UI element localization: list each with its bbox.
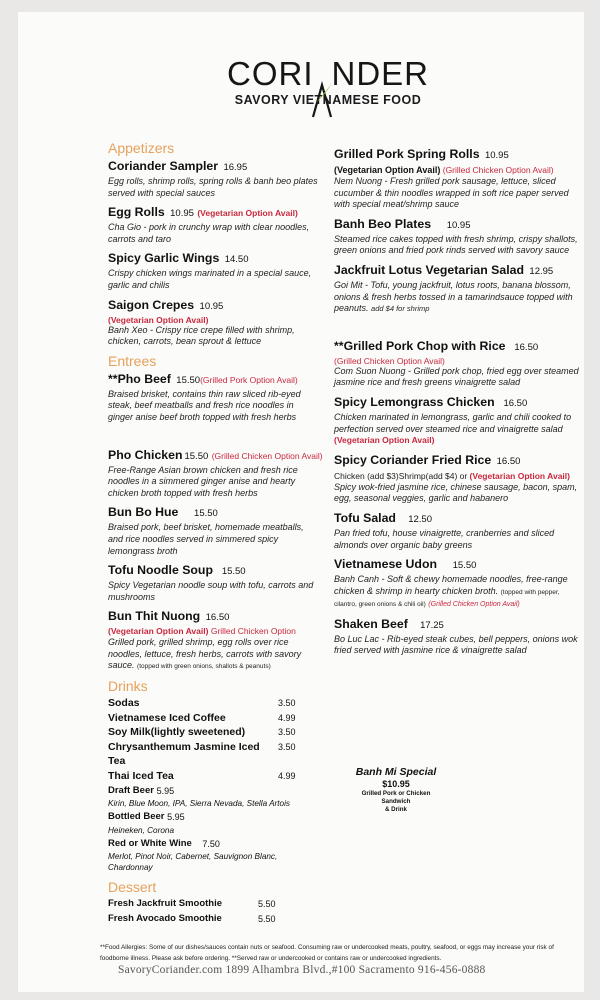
appetizers-title: Appetizers (108, 140, 175, 156)
drink-name: Soy Milk(lightly sweetened) (108, 726, 246, 739)
item-desc: Crispy chicken wings marinated in a special sauce, garlic and chilis (108, 268, 312, 290)
item-desc: Braised pork, beef brisket, homemade meatballs, and rice noodles served in simmered spicy lemongrass broth (108, 522, 304, 556)
menu-item (108, 250, 320, 291)
option-note: (Vegetarian Option Avail) (469, 470, 570, 481)
logo-right: NDER (331, 55, 429, 92)
item-name: **Grilled Pork Chop with Rice (334, 338, 506, 353)
drink-row (108, 784, 320, 799)
option-note: (Grilled Chicken Option Avail) (211, 450, 323, 461)
item-desc: Banh Canh - Soft & chewy homemade noodles, free-range chicken & shrimp in hearty chicken broth. (334, 574, 568, 596)
menu-sheet (18, 12, 584, 992)
item-name: Bun Bo Hue (108, 505, 179, 520)
drink-name: Chrysanthemum Jasmine Iced Tea (108, 740, 260, 768)
drink-name: Bottled Beer (108, 811, 165, 823)
drink-name: Vietnamese Iced Coffee (108, 711, 226, 724)
item-desc: Braised brisket, contains thin raw sliced rib-eyed steak, beef meatballs and fresh rice noodles in ginger anise beef broth topped with fresh herbs (108, 388, 301, 422)
left-column (108, 136, 323, 927)
drink-row (108, 696, 320, 711)
option-note: (Vegetarian Option Avail) (334, 435, 435, 446)
item-price: 10.95 (446, 219, 471, 231)
item-price: 15.50 (184, 450, 209, 462)
menu-item (108, 447, 323, 500)
menu-item (108, 297, 320, 348)
menu-item (108, 158, 320, 199)
item-price: 16.50 (205, 612, 230, 624)
item-price: 14.50 (224, 254, 249, 266)
option-note-2: (Grilled Chicken Option Avail) (442, 165, 554, 175)
option-note: (Grilled Chicken Option Avail) (428, 601, 520, 609)
banh-mi-sub1: Grilled Pork or Chicken Sandwich (361, 790, 431, 805)
logo-left: CORI (226, 55, 314, 92)
menu-item (108, 504, 320, 557)
item-desc: Egg rolls, shrimp rolls, spring rolls & banh beo plates served with special sauces (108, 176, 318, 198)
entrees-title: Entrees (108, 352, 157, 369)
drink-name: Draft Beer (108, 784, 154, 796)
allergy-note: **Food Allergies: Some of our dishes/sauces contain nuts or seafood. Consuming raw or undercooked meats, poultry, seafood, or eggs may increase your risk of foodborne illness. Please ask before ordering. **Served raw or undercooked or contains raw or undercooked ingredients. (100, 944, 554, 962)
item-price: 17.25 (420, 619, 444, 631)
dessert-row (108, 897, 320, 912)
item-name: Shaken Beef (334, 616, 408, 631)
menu-item (334, 452, 579, 505)
item-price: 15.50 (176, 374, 201, 386)
item-desc: Chicken marinated in lemongrass, garlic and chili cooked to perfection served over steamed rice and vinaigrette salad (334, 411, 572, 434)
item-price: 10.95 (484, 150, 509, 161)
item-name: Spicy Lemongrass Chicken (334, 394, 495, 409)
option-note: (Grilled Chicken Option Avail) (334, 355, 445, 366)
item-name: Banh Beo Plates (334, 216, 432, 231)
item-name: Jackfruit Lotus Vegetarian Salad (334, 262, 524, 277)
drink-price: 4.99 (278, 712, 296, 723)
drink-row (108, 810, 320, 825)
item-name: Bun Thit Nuong (108, 609, 201, 624)
contact-line: SavoryCoriander.com 1899 Alhambra Blvd.,#100 Sacramento 916-456-0888 (118, 964, 486, 976)
banh-mi-special (348, 766, 444, 814)
menu-item (334, 616, 579, 657)
drink-row (108, 725, 320, 740)
banh-mi-price: $10.95 (382, 779, 410, 789)
item-desc: Com Suon Nuong - Grilled pork chop, fried egg over steamed jasmine rice and fresh greens vinaigrette salad (334, 365, 579, 388)
option-note: (Vegetarian Option Avail) (334, 165, 441, 175)
banh-mi-sub2: & Drink (384, 806, 407, 813)
item-extra: add $4 for shrimp (371, 304, 430, 314)
item-sub: Chicken (add $3)Shrimp(add $4) or (334, 470, 468, 481)
menu-item (108, 204, 320, 245)
logo (193, 57, 463, 107)
drink-desc: Kirin, Blue Moon, IPA, Sierra Nevada, Stella Artois (108, 799, 291, 809)
option-note: (Vegetarian Option Avail) (108, 314, 209, 325)
item-price: 10.95 (199, 300, 224, 312)
drink-row (108, 769, 320, 784)
dessert-name: Fresh Jackfruit Smoothie (108, 898, 223, 910)
item-name: Vietnamese Udon (334, 557, 437, 572)
dessert-price: 5.50 (258, 899, 276, 910)
drink-row (108, 740, 320, 769)
item-note: (topped with pepper, cilantro, green onions & chili oil) (334, 588, 560, 609)
option-note-2: Grilled Chicken Option (210, 626, 296, 637)
item-name: Coriander Sampler (108, 159, 219, 173)
item-note: (topped with green onions, shallots & peanuts) (137, 663, 271, 671)
drink-price: 7.50 (202, 838, 220, 849)
item-desc: Free-Range Asian brown chicken and fresh rice noodles in a simmered ginger anise and hearty chicken broth topped with fresh herbs (108, 464, 298, 498)
dessert-row (108, 912, 320, 927)
item-price: 16.50 (514, 341, 539, 353)
menu-item (334, 394, 579, 447)
menu-item (334, 216, 579, 257)
item-name: Tofu Noodle Soup (108, 563, 213, 578)
drink-name: Red or White Wine (108, 837, 192, 849)
drink-row (108, 837, 320, 852)
option-note: (Vegetarian Option Avail) (197, 208, 298, 219)
item-price: 10.95 (170, 208, 194, 220)
item-desc: Goi Mit - Tofu, young jackfruit, lotus roots, banana blossom, onions & fresh herbs tossed in a tamarindsauce topped with peanuts. (334, 279, 573, 314)
menu-item (334, 262, 579, 315)
drink-price: 3.50 (278, 727, 296, 738)
item-price: 16.50 (503, 397, 528, 409)
drink-name: Thai Iced Tea (108, 770, 174, 783)
option-note: (Vegetarian Option Avail) (108, 626, 209, 637)
menu-item (108, 608, 320, 673)
item-name: Tofu Salad (334, 510, 396, 525)
item-desc: Nem Nuong - Fresh grilled pork sausage, lettuce, sliced cucumber & thin noodles wrapped in soft rice paper served with special meat/shrimp sauce (334, 176, 569, 210)
item-desc: Spicy wok-fried jasmine rice, chinese sausage, bacon, spam, egg, seasonal veggies, garlic and habanero (334, 481, 578, 504)
drink-price: 3.50 (278, 741, 296, 752)
option-note: (Grilled Pork Option Avail) (200, 374, 298, 385)
item-price: 16.95 (223, 162, 248, 173)
dessert-name: Fresh Avocado Smoothie (108, 913, 222, 924)
menu-item (334, 510, 579, 551)
item-desc: Grilled pork, grilled shrimp, egg rolls over rice noodles, lettuce, fresh herbs, carrots with savory sauce. (108, 637, 302, 671)
item-name: Saigon Crepes (108, 297, 195, 312)
item-price: 15.50 (221, 566, 246, 578)
item-name: Spicy Garlic Wings (108, 251, 220, 266)
item-desc: Bo Luc Lac - Rib-eyed steak cubes, bell peppers, onions wok fried served with jasmine rice & vinaigrette salad (334, 633, 578, 656)
menu-item (334, 556, 579, 611)
item-desc: Pan fried tofu, house vinaigrette, cranberries and sliced almonds over organic baby greens (334, 527, 555, 550)
drink-row (108, 711, 320, 726)
menu-item (108, 371, 320, 424)
item-name: **Pho Beef (108, 371, 171, 386)
drink-price: 3.50 (278, 698, 296, 709)
drinks-title: Drinks (108, 678, 148, 695)
drink-name: Sodas (108, 697, 140, 710)
item-name: Pho Chicken (108, 447, 183, 462)
item-name: Spicy Coriander Fried Rice (334, 452, 492, 467)
menu-item (334, 146, 579, 211)
item-name: Egg Rolls (108, 205, 165, 220)
item-price: 12.95 (529, 265, 554, 277)
item-price: 15.50 (194, 508, 218, 520)
dessert-title: Dessert (108, 879, 157, 896)
item-desc: Cha Gio - pork in crunchy wrap with clear noodles, carrots and taro (108, 222, 310, 244)
drink-desc: Merlot, Pinot Noir, Cabernet, Sauvignon Blanc, Chardonnay (108, 852, 278, 873)
drink-price: 5.95 (167, 812, 185, 823)
drink-desc: Heineken, Corona (108, 825, 174, 835)
right-column (334, 146, 579, 662)
logo-tagline: SAVORY VIETNAMESE FOOD (234, 93, 422, 107)
item-price: 12.50 (408, 513, 432, 525)
item-desc: Spicy Vegetarian noodle soup with tofu, carrots and mushrooms (108, 580, 314, 602)
drink-price: 5.95 (156, 785, 175, 796)
item-name: Grilled Pork Spring Rolls (334, 147, 480, 161)
item-price: 16.50 (496, 455, 521, 467)
menu-item (334, 338, 579, 389)
logo-wordmark (193, 57, 463, 91)
item-desc: Steamed rice cakes topped with fresh shrimp, crispy shallots, green onions and fried pork rinds served with savory sauce (334, 233, 578, 256)
menu-item (108, 562, 320, 603)
banh-mi-title: Banh Mi Special (355, 766, 437, 778)
drink-price: 4.99 (278, 771, 296, 782)
item-price: 15.50 (452, 560, 477, 572)
dessert-price: 5.50 (258, 914, 276, 924)
item-desc: Banh Xeo - Crispy rice crepe filled with shrimp, chicken, carrots, bean sprout & lettuce (108, 324, 295, 347)
